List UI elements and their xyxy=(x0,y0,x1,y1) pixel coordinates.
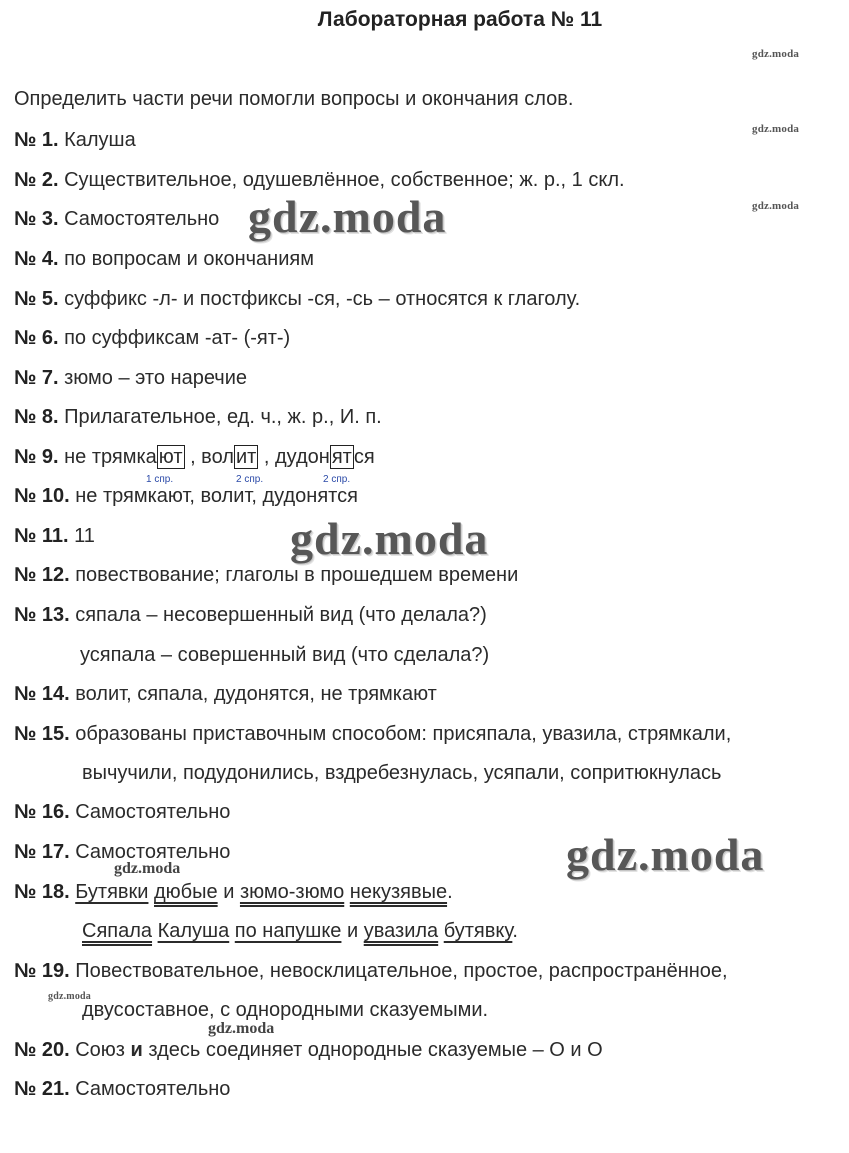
watermark: gdz.moda xyxy=(208,1020,275,1037)
answer-item: № 5. суффикс -л- и постфиксы -ся, -сь – относятся к глаголу. xyxy=(14,288,581,310)
answer-item: № 6. по суффиксам -ат- (-ят-) xyxy=(14,327,291,349)
answer-item: № 7. зюмо – это наречие xyxy=(14,367,247,389)
answer-item: № 21. Самостоятельно xyxy=(14,1078,231,1100)
answer-item: № 1. Калуша xyxy=(14,129,136,151)
answer-item: № 18. Бутявки дюбые и зюмо-зюмо некузявые. xyxy=(14,881,453,903)
watermark: gdz.moda xyxy=(248,191,447,242)
watermark: gdz.moda xyxy=(752,123,800,135)
predicate-word: дюбые xyxy=(154,881,218,903)
answer-item: № 11. 11 xyxy=(14,525,95,547)
answer-item: № 8. Прилагательное, ед. ч., ж. р., И. п. xyxy=(14,406,382,428)
answer-item: № 16. Самостоятельно xyxy=(14,801,231,823)
answer-item: № 14. волит, сяпала, дудонятся, не трямкают xyxy=(14,683,437,705)
watermark: gdz.moda xyxy=(48,991,91,1002)
watermark: gdz.moda xyxy=(290,513,489,564)
watermark: gdz.moda xyxy=(114,860,181,877)
answer-continuation: двусоставное, с однородными сказуемыми. xyxy=(82,999,489,1021)
predicate-word: Сяпала xyxy=(82,920,153,942)
watermark: gdz.moda xyxy=(566,829,765,880)
conjugation-label: 2 спр. xyxy=(323,474,351,485)
answer-item: № 20. Союз и здесь соединяет однородные сказуемые – О и О xyxy=(14,1039,603,1061)
answer-item: № 12. повествование; глаголы в прошедшем времени xyxy=(14,564,519,586)
answer-item: № 17. Самостоятельно xyxy=(14,841,231,863)
predicate-word: некузявые xyxy=(349,881,448,903)
answer-continuation: Сяпала Калуша по напушке и увазила бутявку. xyxy=(82,920,518,942)
answer-item: № 9. не трямка ют , вол ит , дудон ят ся xyxy=(14,446,375,468)
conjugation-label: 1 спр. xyxy=(146,474,174,485)
answer-item: № 3. Самостоятельно xyxy=(14,208,220,230)
word-ending: ют xyxy=(158,446,183,468)
subject-word: Калуша xyxy=(157,920,230,942)
answer-item: № 10. не трямкают, волит, дудонятся xyxy=(14,485,358,507)
answer-item: № 19. Повествовательное, невосклицательное, простое, распространённое, xyxy=(14,960,728,982)
object-word: бутявку xyxy=(443,920,513,942)
answer-item: № 13. сяпала – несовершенный вид (что делала?) xyxy=(14,604,487,626)
subject-word: Бутявки xyxy=(75,881,149,903)
predicate-word: зюмо-зюмо xyxy=(239,881,345,903)
page-title: Лабораторная работа № 11 xyxy=(317,8,603,31)
answer-continuation: вычучили, подудонились, вздребезнулась, усяпали, сопритюкнулась xyxy=(82,762,722,784)
watermark: gdz.moda xyxy=(752,48,800,60)
answer-item: № 15. образованы приставочным способом: присяпала, увазила, стрямкали, xyxy=(14,723,732,745)
answer-item: № 2. Существительное, одушевлённое, собственное; ж. р., 1 скл. xyxy=(14,169,625,191)
watermark: gdz.moda xyxy=(752,200,800,212)
conjugation-label: 2 спр. xyxy=(236,474,264,485)
word-ending: ят xyxy=(331,446,352,468)
answer-continuation: усяпала – совершенный вид (что сделала?) xyxy=(80,644,490,666)
modifier-word: по напушке xyxy=(234,920,342,942)
word-ending: ит xyxy=(235,446,257,468)
predicate-word: увазила xyxy=(363,920,439,942)
answer-item: № 4. по вопросам и окончаниям xyxy=(14,248,314,270)
intro-text: Определить части речи помогли вопросы и окончания слов. xyxy=(14,88,574,110)
